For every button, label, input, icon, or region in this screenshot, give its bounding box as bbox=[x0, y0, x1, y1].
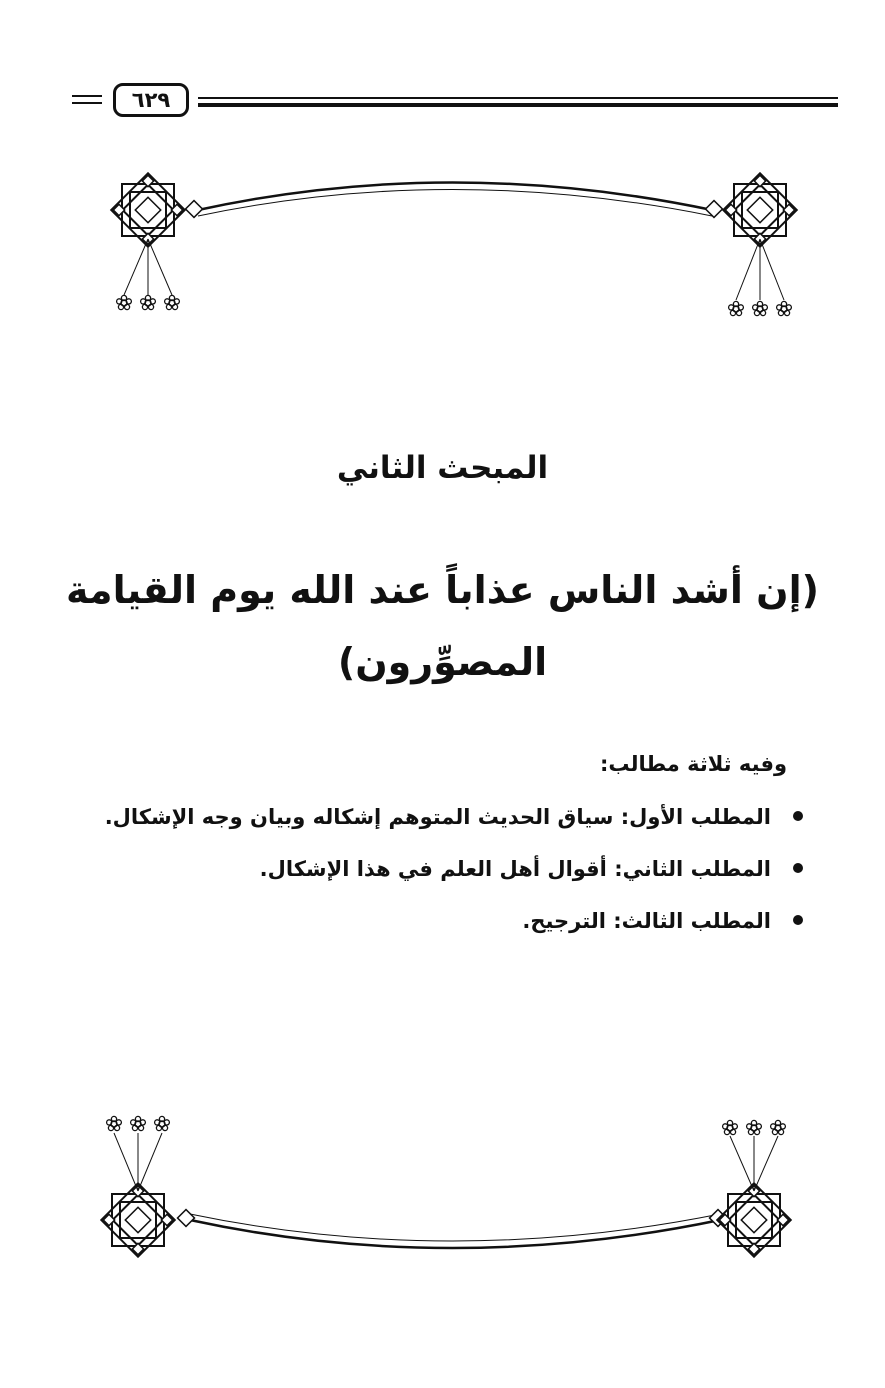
list-item-label: المطلب الأول: سياق الحديث المتوهم إشكاله وبيان وجه الإشكال. bbox=[104, 805, 771, 829]
list-item-label: المطلب الثاني: أقوال أهل العلم في هذا الإشكال. bbox=[259, 857, 771, 881]
bottom-ornament bbox=[100, 1108, 800, 1278]
subsections-list bbox=[83, 795, 803, 951]
header-rule-left-top bbox=[72, 95, 102, 97]
list-item-label: المطلب الثالث: الترجيح. bbox=[522, 909, 771, 933]
header-rule-right-thick bbox=[198, 103, 838, 107]
list-item bbox=[83, 795, 803, 847]
header-rule-left-bottom bbox=[72, 102, 102, 104]
top-ornament bbox=[100, 165, 800, 335]
chapter-title-line1: (إن أشد الناس عذاباً عند الله يوم القيامة bbox=[66, 568, 819, 612]
chapter-title-line2: المصوِّرون) bbox=[337, 640, 548, 684]
bullet-icon bbox=[793, 811, 803, 821]
header-rule-right-thin bbox=[198, 97, 838, 99]
list-item bbox=[83, 847, 803, 899]
page-number: ٦٢٩ bbox=[113, 83, 189, 117]
bullet-icon bbox=[793, 915, 803, 925]
intro-text: وفيه ثلاثة مطالب: bbox=[599, 752, 787, 776]
chapter-heading: المبحث الثاني bbox=[336, 450, 549, 486]
list-item bbox=[83, 899, 803, 951]
bullet-icon bbox=[793, 863, 803, 873]
